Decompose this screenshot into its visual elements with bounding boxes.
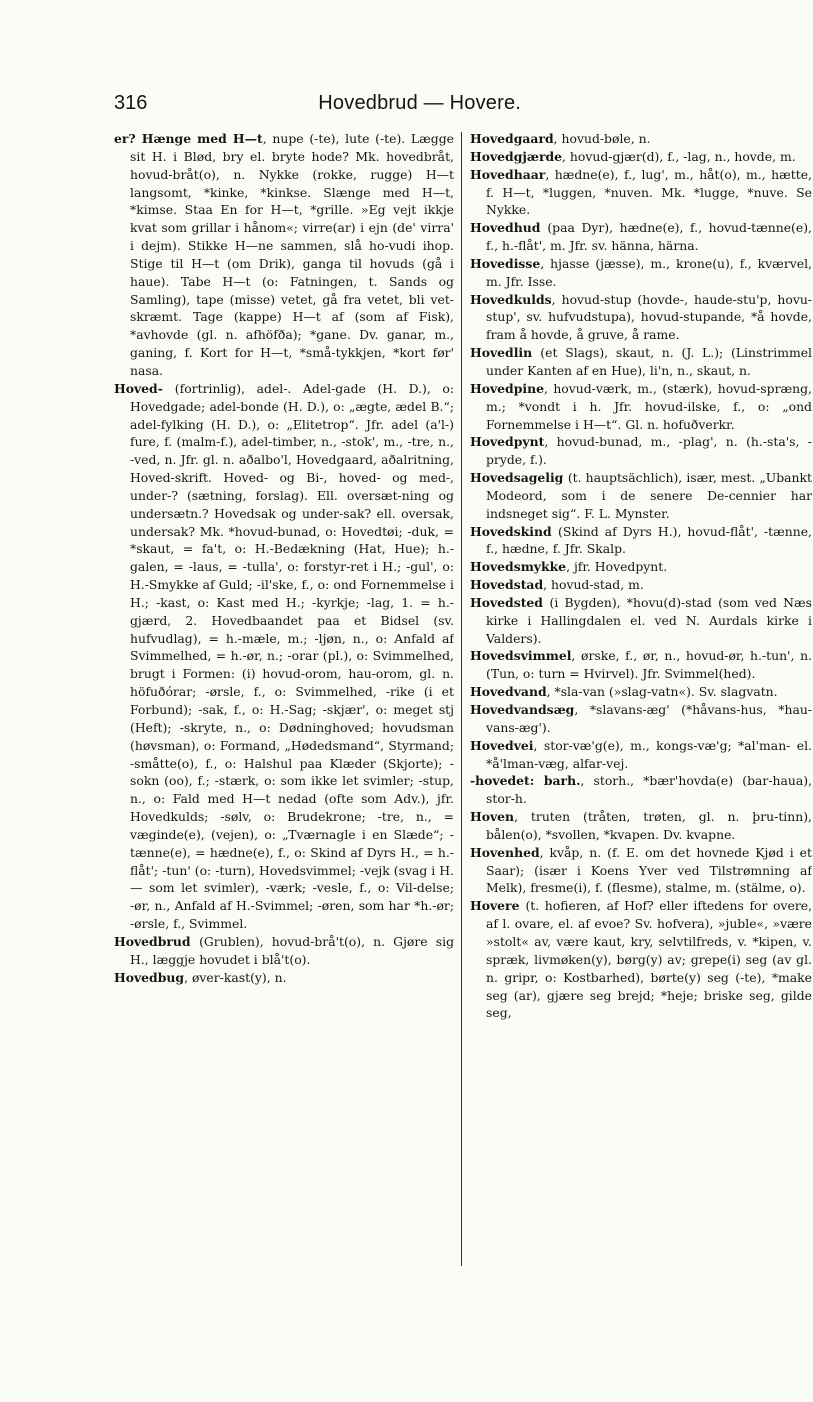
entry: Hovedbrud (Grublen), hovud-brå't(o), n. Gjøre sig H., læggje hovudet i blå't(o). <box>114 933 454 967</box>
entry: Hovedhud (paa Dyr), hædne(e), f., hovud-tænne(e), f., h.-flåt', m. Jfr. sv. hänna, härna. <box>470 220 812 254</box>
entry: Hovedpine, hovud-værk, m., (stærk), hovud-spræng, m.; *vondt i h. Jfr. hovud-ilske, f., o: „ond Fornemmelse i H—t“. Gl. n. hofuðverkr. <box>470 380 812 432</box>
column-divider <box>461 132 462 1266</box>
entry: Hovedlin (et Slags), skaut, n. (J. L.); (Linstrimmel under Kanten af en Hue), li'n, n., skaut, n. <box>470 345 812 378</box>
entry: Hovedgjærde, hovud-gjær(d), f., -lag, n., hovde, m. <box>470 148 796 164</box>
entry: Hovedskind (Skind af Dyrs H.), hovud-flåt', -tænne, f., hædne, f. Jfr. Skalp. <box>470 523 812 557</box>
entry: Hovedgaard, hovud-bøle, n. <box>470 131 651 146</box>
left-column <box>114 130 454 1270</box>
entry: Hovedsmykke, jfr. Hovedpynt. <box>470 559 668 575</box>
entry: Hovedkulds, hovud-stup (hovde-, haude-stu'p, hovu-stup', sv. hufvudstupa), hovud-stupande, *å hovde, fram å hovde, å gruve, å rame. <box>470 291 812 343</box>
entry: Hovedsagelig (t. hauptsächlich), især, mest. „Ubankt Modeord, som i de senere De-cennier har indsneget sig“. F. L. Mynster. <box>470 470 812 521</box>
entry: -hovedet: barh., storh., *bær'hovda(e) (bar-haua), stor-h. <box>470 773 812 807</box>
entry: Hovedvandsæg, *slavans-æg' (*håvans-hus, *hau-vans-æg'). <box>470 702 812 735</box>
entry: Hovere (t. hofieren, af Hof? eller iftedens for overe, af l. ovare, el. af evoe? Sv. hofvera), »juble«, »være »stolt« av, være kaut, kry, selvtilfreds, v. *kipen, v. spræk, livmøken(y), børg(y) av; grepe(i) seg (av gl. n. gripr, o: Kostbarhed), børte(y) seg (-te), *make seg (ar), gjære seg brejd; *heje; briske seg, gilde seg, <box>470 898 812 1021</box>
entry: Hovedsted (i Bygden), *hovu(d)-stad (som ved Næs kirke i Hallingdalen el. ved N. Aurdals kirke i Valders). <box>470 594 812 646</box>
entry: Hovedvei, stor-væ'g(e), m., kongs-væ'g; *al'man- el. *å'lman-væg, alfar-vej. <box>470 737 812 771</box>
entry: Hoved- (fortrinlig), adel-. Adel-gade (H. D.), o: Hovedgade; adel-bonde (H. D.), o: „ægte, ædel B.“; adel-fylking (H. D.), o: „Elitetrop“. Jfr. adel (a'l-) fure, f. (malm-f.), adel-timber, n., -stok', m., -tre, n., -ved, n. Jfr. gl. n. aðalbo'l, Hovedgaard, aðalritning, Hoved-skrift. Hoved- og Bi-, hoved- og med-, under-? (sætning, forslag). Ell. oversæt-ning og undersætn.? Hovedsak og under-sak? ell. oversak, undersak? Mk. *hovud-bunad, o: Hovedtøi; -duk, = *skaut, = fa't, o: H.-Bedækning (Hat, Hue); h.-galen, = -laus, = -tulla', o: forstyr-ret i H.; -gul', o: H.-Smykke af Guld; -il'ske, f., o: ond Fornemmelse i H.; -kast, o: Kast med H.; -kyrkje; -lag, 1. = h.-gjærd, 2. Hovedbaandet paa et Bidsel (sv. hufvudlag), = h.-mæle, m.; -ljøn, n., o: Anfald af Svimmelhed, = h.-ør, n.; -orar (pl.), o: Svimmelhed, brugt i Formen: (i) hovud-orom, hau-orom, gl. n. höfuðórar; -ørsle, f., o: Svimmelhed, -rike (i et Forbund); -sak, f., o: H.-Sag; -skjær', o: meget stj (Heft); -skryte, n., o: Dødninghoved; hovudsman (høvsman), o: Formand, „Hødedsmand“, Styrmand; -småtte(o), f., o: Halshul paa Klæder (Skjorte); -sokn (oo), f.; -stærk, o: som ikke let svimler; -stup, n., o: Fald med H—t nedad (ofte som Adv.), jfr. Hovedkulds; -sølv, o: Brudekrone; -tre, n., = væginde(e), (vejen), o: „Tværnagle i en Slæde“; -tænne(e), = hædne(e), f., o: Skind af Dyrs H., = h.-flåt'; -tun' (o: -turn), Hovedsvimmel; -vejk (svag i H. — som let svimler), -værk; -vesle, f., o: Vil-delse; -ør, n., Anfald af H.-Svimmel; -øren, som har *h.-ør; -ørsle, f., Svimmel. <box>114 380 454 932</box>
entry: Hovedbug, øver-kast(y), n. <box>114 969 287 985</box>
right-column <box>470 130 812 1270</box>
entry: Hovedisse, hjasse (jæsse), m., krone(u), f., kværvel, m. Jfr. Isse. <box>470 255 812 289</box>
entry: Hovedvand, *sla-van (»slag-vatn«). Sv. slagvatn. <box>470 684 778 700</box>
entry: Hovedsvimmel, ørske, f., ør, n., hovud-ør, h.-tun', n. (Tun, o: turn = Hvirvel). Jfr. Svimmel(hed). <box>470 648 812 682</box>
running-head: Hovedbrud — Hovere. <box>318 92 522 114</box>
page-number: 316 <box>114 92 148 114</box>
page-header <box>114 92 692 122</box>
entry: Hovenhed, kvåp, n. (f. E. om det hovnede Kjød i et Saar); (især i Koens Yver ved Tilstrømning af Melk), fresme(i), f. (flesme), stalme, m. (stälme, o). <box>470 844 812 896</box>
entry: Hoven, truten (tråten, trøten, gl. n. þru-tinn), bålen(o), *svollen, *kvapen. Dv. kvapne. <box>470 809 812 842</box>
entry: Hovedstad, hovud-stad, m. <box>470 577 644 593</box>
entry: Hovedhaar, hædne(e), f., lug', m., håt(o), m., hætte, f. H—t, *luggen, *nuven. Mk. *lugge, *nuve. Se Nykke. <box>470 166 812 218</box>
entry: Hovedpynt, hovud-bunad, m., -plag', n. (h.-sta's, -pryde, f.). <box>470 434 812 468</box>
entry: er? Hænge med H—t, nupe (-te), lute (-te). Lægge sit H. i Blød, bry el. bryte hode? Mk. hovedbråt, hovud-bråt(o), n. Nykke (rokke, rugge) H—t langsomt, *kinke, *kinkse. Slænge med H—t, *kimse. Staa En for H—t, *grille. »Eg vejt ikkje kvat som grillar i hånom«; virre(ar) i ejn (de' virra' i dejm). Stikke H—ne sammen, slå ho-vudi ihop. Stige til H—t (om Drik), ganga til hovuds (gå i haue). Tabe H—t (o: Fatningen, t. Sands og Samling), tape (misse) vetet, gå fra vetet, bli vet-skræmt. Tage (kappe) H—t af (som af Fisk), *avhovde (gl. n. afhöfða); *gane. Dv. ganar, m., ganing, f. Kort for H—t, *små-tykkjen, *kort før' nasa. <box>114 131 454 378</box>
